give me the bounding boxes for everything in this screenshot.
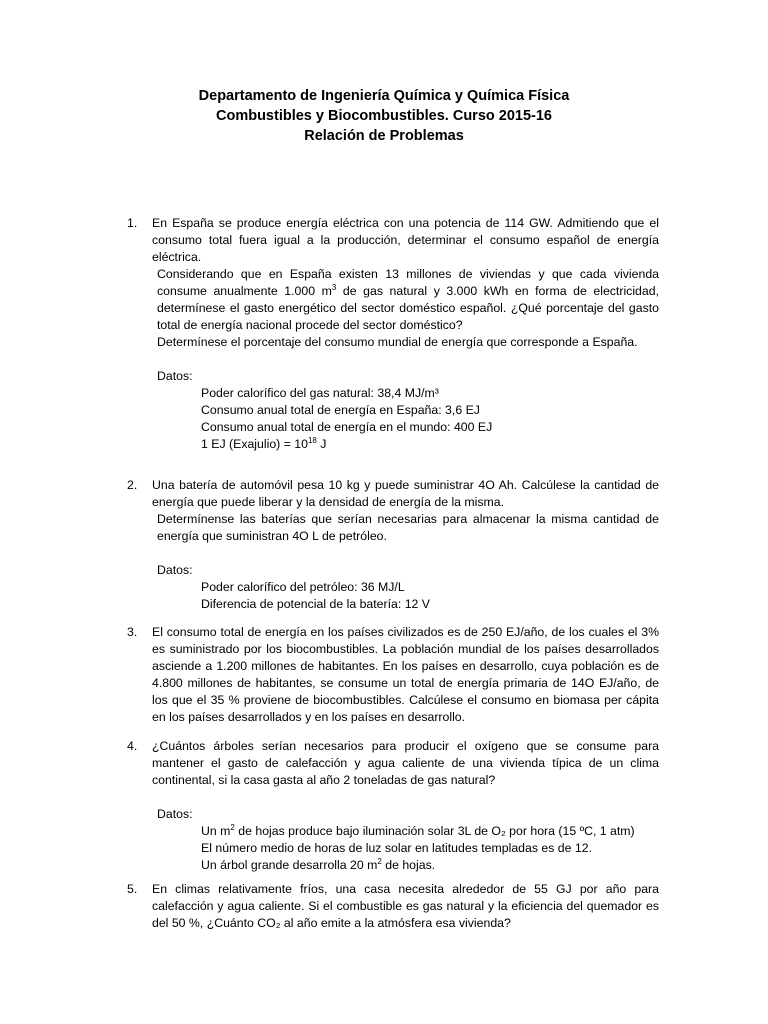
problem-2: [127, 477, 659, 613]
problem-subquestion: Determínese el porcentaje del consumo mundial de energía que corresponde a España.: [157, 335, 638, 349]
datos-item: Consumo anual total de energía en España: 3,6 EJ: [201, 403, 480, 417]
subquestion-text: de gas natural y 3.000 kWh en forma de electricidad, determínese el gasto energético del sector doméstico español. ¿Qué porcentaje del gasto total de energía nacional procede del sector doméstico?: [157, 284, 659, 332]
document-header: [0, 86, 768, 146]
datos-item: [201, 857, 659, 874]
course-title: Combustibles y Biocombustibles. Curso 2015-16: [215, 108, 552, 124]
problem-number: 4.: [127, 739, 138, 753]
datos-text: Un árbol grande desarrolla 20 m: [201, 858, 378, 872]
problem-number: 2.: [127, 478, 138, 492]
datos-label: Datos:: [157, 807, 193, 821]
datos-item: Poder calorífico del gas natural: 38,4 MJ/m³: [201, 386, 439, 400]
datos-item: Consumo anual total de energía en el mundo: 400 EJ: [201, 420, 493, 434]
datos-text: Un m: [201, 824, 231, 838]
datos-label: Datos:: [157, 369, 193, 383]
superscript: 2: [230, 823, 235, 832]
datos-text: J: [316, 437, 327, 451]
subquestion-text: Considerando que en España existen 13 millones de viviendas y que cada vivienda consume anualmente 1.000 m: [157, 267, 659, 298]
problem-number: 3.: [127, 625, 138, 639]
datos-item: [201, 823, 659, 840]
problem-statement: ¿Cuántos árboles serían necesarios para producir el oxígeno que se consume para mantener el gasto de calefacción y agua caliente de una vivienda típica de un clima continental, si la casa gasta al año 2 toneladas de gas natural?: [152, 739, 659, 787]
problem-set-title: Relación de Problemas: [304, 128, 464, 144]
datos-text: de hojas produce bajo iluminación solar 3L de O₂ por hora (15 ºC, 1 atm): [234, 824, 635, 838]
problem-subquestion: Determínense las baterías que serían necesarias para almacenar la misma cantidad de energía que suministran 4O L de petróleo.: [157, 512, 659, 543]
problem-statement: En climas relativamente fríos, una casa necesita alrededor de 55 GJ por año para calefacción y agua caliente. Si el combustible es gas natural y la eficiencia del quemador es del 50 %, ¿Cuánto CO₂ al año emite a la atmósfera esa vivienda?: [152, 882, 659, 930]
problem-number: 5.: [127, 882, 138, 896]
problem-3: [127, 624, 659, 726]
problem-statement: Una batería de automóvil pesa 10 kg y puede suministrar 4O Ah. Calcúlese la cantidad de energía que puede liberar y la densidad de energía de la misma.: [152, 478, 659, 509]
problem-1: [127, 215, 659, 453]
department-title: Departamento de Ingeniería Química y Química Física: [198, 88, 570, 104]
datos-label: Datos:: [157, 563, 193, 577]
problem-number: 1.: [127, 216, 138, 230]
datos-text: 1 EJ (Exajulio) = 10: [201, 437, 308, 451]
datos-item: Diferencia de potencial de la batería: 12 V: [201, 597, 431, 611]
datos-text: de hojas.: [381, 858, 436, 872]
superscript: 18: [307, 436, 317, 445]
superscript: 2: [377, 857, 382, 866]
problem-5: [127, 881, 659, 932]
problem-statement: En España se produce energía eléctrica con una potencia de 114 GW. Admitiendo que el consumo total fuera igual a la producción, determinar el consumo español de energía eléctrica.: [152, 216, 659, 264]
datos-item: [201, 436, 659, 453]
problem-subquestion: [157, 266, 659, 334]
datos-item: Poder calorífico del petróleo: 36 MJ/L: [201, 580, 405, 594]
problem-statement: El consumo total de energía en los países civilizados es de 250 EJ/año, de los cuales el 3% es suministrado por los biocombustibles. La población mundial de los países desarrollados asciende a 1.200 millones de habitantes. En los países en desarrollo, cuya población es de 4.800 millones de habitantes, se consume un total de energía primaria de 14O EJ/año, de los que el 35 % proviene de biocombustibles. Calcúlese el consumo en biomasa per cápita en los países desarrollados y en los países en desarrollo.: [152, 625, 659, 724]
problem-4: [127, 738, 659, 874]
datos-item: El número medio de horas de luz solar en latitudes templadas es de 12.: [201, 841, 592, 855]
superscript: 3: [331, 283, 337, 292]
